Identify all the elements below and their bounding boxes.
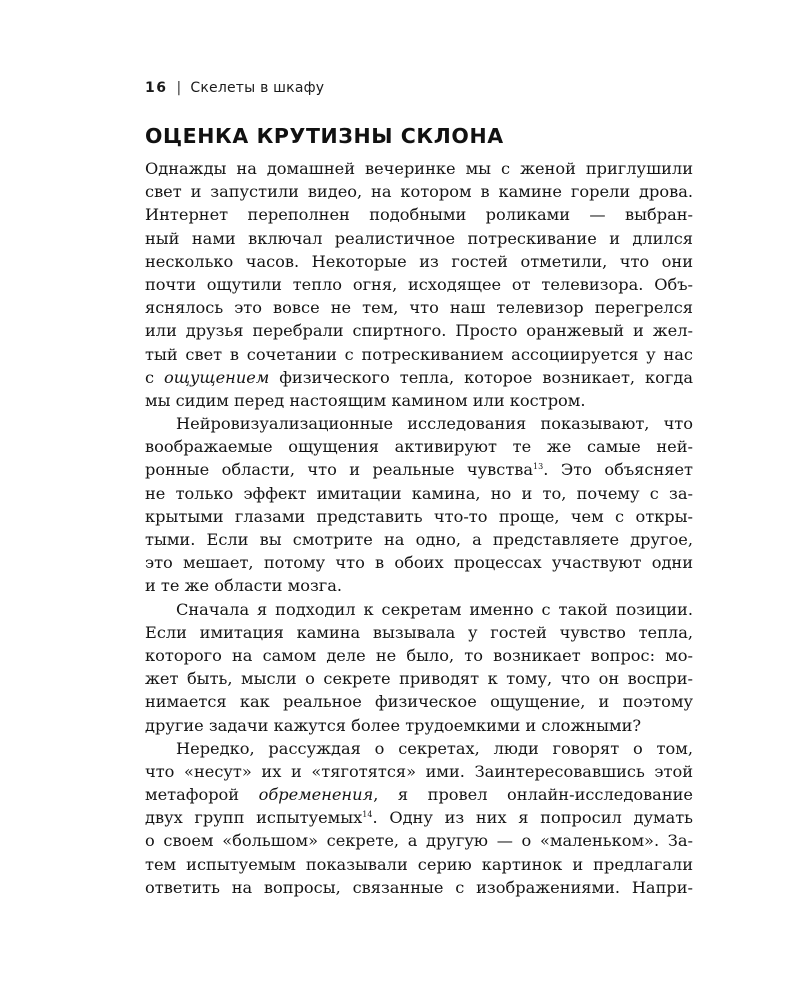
text-line: мы сидим перед настоящим камином или костром. — [145, 390, 586, 410]
text-line: что «несут» их и «тяготятся» ими. Заинтересовавшись этой — [145, 761, 693, 781]
text-line — [145, 366, 693, 389]
text-line: тем испытуемым показывали серию картинок и предлагали — [145, 854, 693, 874]
text-line: и те же области мозга. — [145, 576, 343, 596]
paragraph-1 — [145, 157, 693, 412]
footnote-ref-14[interactable]: 14 — [362, 810, 373, 820]
italic-term: ощущением — [164, 367, 270, 387]
text-line — [145, 783, 693, 806]
text-line: другие задачи кажутся более трудоемкими и сложными? — [145, 715, 642, 735]
page-number: 16 — [145, 80, 168, 96]
text-line: это мешает, потому что в обоих процессах участвуют одни — [145, 553, 693, 573]
body-text — [145, 157, 693, 899]
text-line: Однажды на домашней вечеринке мы с женой приглушили — [145, 159, 693, 178]
text-line: яснялось это вовсе не тем, что наш телевизор перегрелся — [145, 298, 693, 318]
text-line: которого на самом деле не было, то возникает вопрос: мо- — [145, 645, 693, 665]
text-line: нимается как реальное физическое ощущение, и поэтому — [145, 692, 693, 712]
paragraph-3 — [145, 598, 693, 737]
text-line: Интернет переполнен подобными роликами — выбран- — [145, 205, 693, 225]
text-line: Сначала я подходил к секретам именно с такой позиции. — [176, 599, 693, 619]
text-fragment: двух групп испытуемых — [145, 808, 363, 828]
italic-term: обременения — [258, 785, 374, 805]
text-line: свет и запустили видео, на котором в камине горели дрова. — [145, 182, 693, 202]
text-line: воображаемые ощущения активируют те же самые ней- — [145, 437, 693, 457]
running-head — [145, 80, 324, 96]
text-fragment: . Одну из них я попросил думать — [372, 808, 693, 828]
footnote-ref-13[interactable]: 13 — [533, 462, 544, 472]
running-head-separator: | — [176, 80, 182, 96]
text-fragment: физического тепла, которое возникает, когда — [269, 367, 693, 387]
text-line: крытыми глазами представить что-то проще, чем с откры- — [145, 506, 693, 526]
text-fragment: ронные области, что и реальные чувства — [145, 460, 534, 480]
text-fragment: . Это объясняет — [543, 460, 693, 480]
text-line: почти ощутили тепло огня, исходящее от телевизора. Объ- — [145, 274, 693, 294]
text-line: не только эффект имитации камина, но и то, почему с за- — [145, 483, 693, 503]
book-page — [145, 0, 693, 1000]
paragraph-2 — [145, 412, 693, 598]
text-line: Если имитация камина вызывала у гостей чувство тепла, — [145, 622, 693, 642]
text-line — [145, 458, 693, 481]
text-fragment: с — [145, 367, 165, 387]
text-line: жет быть, мысли о секрете приводят к тому, что он воспри- — [145, 669, 693, 689]
text-line: Нередко, рассуждая о секретах, люди говорят о том, — [176, 738, 693, 758]
text-line: о своем «большом» секрете, а другую — о «маленьком». За- — [145, 831, 693, 851]
text-line: или друзья перебрали спиртного. Просто оранжевый и жел- — [145, 321, 693, 341]
text-line — [145, 806, 693, 829]
text-line: ный нами включал реалистичное потрескивание и длился — [145, 228, 693, 248]
text-line: ответить на вопросы, связанные с изображениями. Напри- — [145, 877, 693, 897]
book-title: Скелеты в шкафу — [190, 80, 325, 96]
text-line: тыми. Если вы смотрите на одно, а представляете другое, — [145, 530, 693, 549]
text-line: тый свет в сочетании с потрескиванием ассоциируется у нас — [145, 344, 693, 364]
text-fragment: метафорой — [145, 785, 259, 805]
text-fragment: , я провел онлайн-исследование — [373, 785, 693, 805]
text-line: несколько часов. Некоторые из гостей отметили, что они — [145, 251, 693, 271]
section-title: ОЦЕНКА КРУТИЗНЫ СКЛОНА — [145, 124, 504, 148]
paragraph-4 — [145, 737, 693, 899]
text-line: Нейровизуализационные исследования показывают, что — [176, 414, 693, 434]
